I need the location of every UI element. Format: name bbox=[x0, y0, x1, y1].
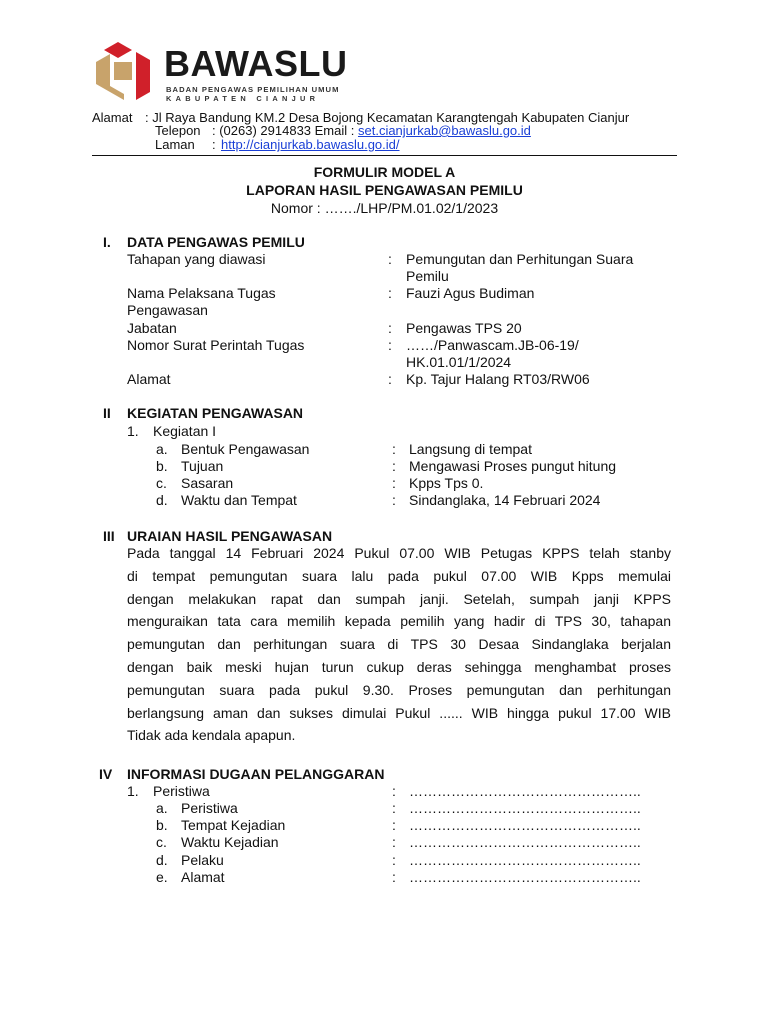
phone-label: Telepon bbox=[155, 123, 201, 138]
row-letter: d. bbox=[156, 852, 168, 868]
section2-number: II bbox=[103, 405, 111, 421]
row-colon: : bbox=[392, 441, 396, 457]
row-label: Tujuan bbox=[181, 458, 224, 474]
row-letter: a. bbox=[156, 441, 168, 457]
phone-value: : (0263) 2914833 Email : bbox=[212, 123, 358, 138]
row-value: ………………………………………….. bbox=[409, 817, 641, 833]
narrative-line: menguraikan tata cara memilih kepada pemilih yang hadir di TPS 30, tahapan bbox=[127, 613, 671, 630]
report-narrative bbox=[127, 542, 671, 747]
report-number: Nomor : ……./LHP/PM.01.02/1/2023 bbox=[270, 200, 499, 216]
row-label: Nomor Surat Perintah Tugas bbox=[127, 337, 305, 353]
row-label: Jabatan bbox=[127, 320, 177, 336]
org-name: BAWASLU bbox=[164, 43, 348, 84]
row-letter: e. bbox=[156, 869, 168, 885]
row-colon: : bbox=[388, 251, 392, 267]
row-colon: : bbox=[388, 371, 392, 387]
activity-number: 1. bbox=[127, 423, 139, 439]
row-colon: : bbox=[388, 337, 392, 353]
row-colon: : bbox=[392, 869, 396, 885]
row-label: Bentuk Pengawasan bbox=[181, 441, 310, 457]
web-colon: : bbox=[212, 137, 216, 152]
web-link[interactable]: http://cianjurkab.bawaslu.go.id/ bbox=[221, 137, 400, 152]
row-label-cont: Pengawasan bbox=[127, 302, 208, 318]
row-label: Peristiwa bbox=[181, 800, 238, 816]
row-colon: : bbox=[392, 817, 396, 833]
narrative-line: dengan baik meski hujan turun cukup deras sehingga menghambat proses bbox=[127, 658, 671, 675]
section4-number: IV bbox=[99, 766, 113, 782]
row-label: Alamat bbox=[127, 371, 171, 387]
row-colon: : bbox=[388, 285, 392, 301]
report-title: LAPORAN HASIL PENGAWASAN PEMILU bbox=[246, 182, 523, 198]
email-link[interactable]: set.cianjurkab@bawaslu.go.id bbox=[357, 123, 531, 138]
incident-value: ………………………………………….. bbox=[409, 783, 641, 799]
row-value: Sindanglaka, 14 Februari 2024 bbox=[409, 492, 601, 508]
narrative-line: berlangsung aman dan sukses dimulai Pukul ...... WIB hingga pukul 17.00 WIB bbox=[127, 704, 671, 721]
row-value: Kpps Tps 0. bbox=[409, 475, 484, 491]
org-region: KABUPATEN CIANJUR bbox=[166, 94, 320, 103]
narrative-line: pemungutan suara pada pukul 9.30. Proses pemungutan dan perhitungan bbox=[127, 681, 671, 698]
row-colon: : bbox=[392, 800, 396, 816]
row-colon: : bbox=[392, 783, 396, 799]
row-value: ………………………………………….. bbox=[409, 800, 641, 816]
row-colon: : bbox=[392, 834, 396, 850]
narrative-line: dengan melakukan rapat dan sumpah janji. Setelah, sumpah janji KPPS bbox=[127, 590, 671, 607]
row-letter: b. bbox=[156, 458, 168, 474]
web-link-wrap bbox=[221, 137, 400, 152]
row-label: Pelaku bbox=[181, 852, 224, 868]
row-letter: c. bbox=[156, 475, 167, 491]
section4-heading: INFORMASI DUGAAN PELANGGARAN bbox=[127, 766, 385, 782]
row-label: Tempat Kejadian bbox=[181, 817, 286, 833]
narrative-line: Tidak ada kendala apapun. bbox=[127, 727, 296, 744]
row-label: Tahapan yang diawasi bbox=[127, 251, 266, 267]
row-letter: c. bbox=[156, 834, 167, 850]
row-value: Mengawasi Proses pungut hitung bbox=[409, 458, 617, 474]
incident-label: Peristiwa bbox=[153, 783, 210, 799]
narrative-line: di tempat pemungutan suara lalu pada pukul 07.00 WIB Kpps memulai bbox=[127, 567, 671, 584]
section3-number: III bbox=[103, 528, 115, 544]
row-value: ………………………………………….. bbox=[409, 869, 641, 885]
row-label: Sasaran bbox=[181, 475, 234, 491]
org-subtitle: BADAN PENGAWAS PEMILIHAN UMUM bbox=[166, 85, 340, 94]
form-title: FORMULIR MODEL A bbox=[313, 164, 456, 180]
address-value: : Jl Raya Bandung KM.2 Desa Bojong Kecamatan Karangtengah Kabupaten Cianjur bbox=[145, 110, 630, 125]
row-colon: : bbox=[392, 852, 396, 868]
row-value: ………………………………………….. bbox=[409, 852, 641, 868]
row-value: Pemungutan dan Perhitungan Suara bbox=[406, 251, 634, 267]
row-colon: : bbox=[392, 475, 396, 491]
phone-line bbox=[212, 123, 531, 138]
section1-number: I. bbox=[103, 234, 111, 250]
row-value: ………………………………………….. bbox=[409, 834, 641, 850]
row-letter: a. bbox=[156, 800, 168, 816]
header-divider bbox=[92, 155, 677, 156]
row-colon: : bbox=[388, 320, 392, 336]
row-label: Waktu Kejadian bbox=[181, 834, 279, 850]
bawaslu-logo bbox=[92, 40, 362, 102]
row-value: ……/Panwascam.JB-06-19/ bbox=[406, 337, 579, 353]
web-label: Laman bbox=[155, 137, 195, 152]
row-colon: : bbox=[392, 458, 396, 474]
row-colon: : bbox=[392, 492, 396, 508]
row-value: Kp. Tajur Halang RT03/RW06 bbox=[406, 371, 590, 387]
activity-label: Kegiatan I bbox=[153, 423, 217, 439]
row-value-cont: HK.01.01/1/2024 bbox=[406, 354, 512, 370]
narrative-line: pemungutan dan perhitungan suara di TPS 30 Desaa Sindanglaka berjalan bbox=[127, 636, 671, 653]
section2-heading: KEGIATAN PENGAWASAN bbox=[127, 405, 304, 421]
row-value: Langsung di tempat bbox=[409, 441, 532, 457]
row-value: Pengawas TPS 20 bbox=[406, 320, 522, 336]
row-label: Nama Pelaksana Tugas bbox=[127, 285, 276, 301]
bawaslu-emblem-icon bbox=[92, 40, 158, 102]
section3-heading: URAIAN HASIL PENGAWASAN bbox=[127, 528, 333, 544]
row-value-cont: Pemilu bbox=[406, 268, 449, 284]
row-value: Fauzi Agus Budiman bbox=[406, 285, 535, 301]
section1-heading: DATA PENGAWAS PEMILU bbox=[127, 234, 305, 250]
address-label: Alamat bbox=[92, 110, 133, 125]
row-letter: d. bbox=[156, 492, 168, 508]
narrative-line: Pada tanggal 14 Februari 2024 Pukul 07.00 WIB Petugas KPPS telah stanby bbox=[127, 545, 671, 561]
row-letter: b. bbox=[156, 817, 168, 833]
row-label: Alamat bbox=[181, 869, 225, 885]
row-label: Waktu dan Tempat bbox=[181, 492, 297, 508]
incident-number: 1. bbox=[127, 783, 139, 799]
